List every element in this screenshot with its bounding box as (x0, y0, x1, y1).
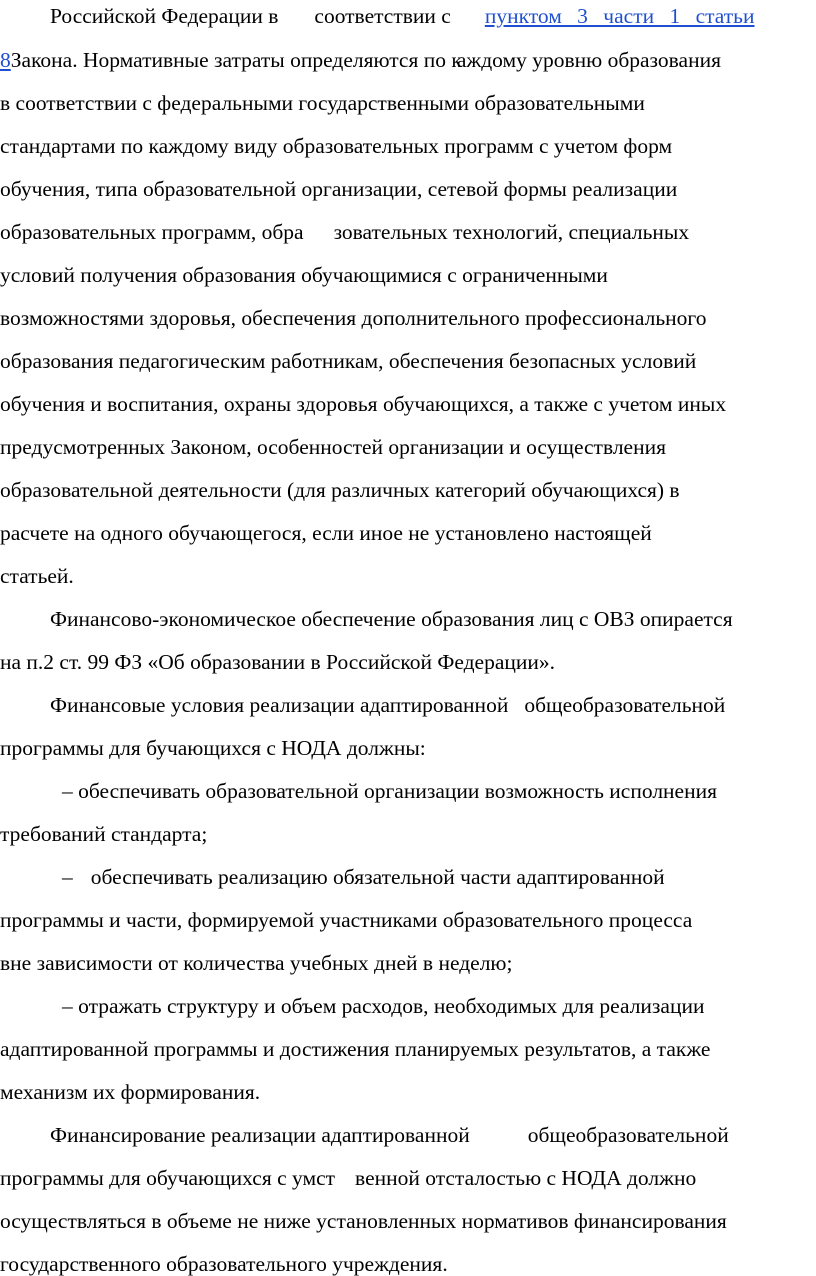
text-line: в соответствии с федеральными государственными образовательными (0, 91, 645, 115)
list-item-first-line: – обеспечивать образовательной организации возможность исполнения (62, 779, 718, 803)
text-fragment: общеобразовательной (527, 1123, 729, 1147)
text-line: механизм их формирования. (0, 1080, 261, 1104)
text-fragment: Финансовые условия реализации адаптированной (50, 693, 509, 717)
text-line: программы для бучающихся с НОДА должны: (0, 736, 426, 760)
text-fragment: венной отсталостью с НОДА должно (355, 1166, 697, 1190)
text-fragment: соответствии с (314, 4, 451, 28)
text-fragment: Закона. Нормативные затраты определяются по к (10, 48, 462, 72)
text-line: вне зависимости от количества учебных дней в неделю; (0, 951, 513, 975)
text-fragment: программы для обучающихся с умст (0, 1166, 336, 1190)
paragraph-first-line: Финансово-экономическое обеспечение образования лиц с ОВЗ опирается (50, 607, 733, 631)
list-item-first-line (62, 867, 665, 889)
text-line: государственного образовательного учреждения. (0, 1252, 448, 1276)
text-line: расчете на одного обучающегося, если иное не установлено настоящей (0, 521, 652, 545)
text-fragment: зовательных технологий, специальных (333, 220, 690, 244)
paragraph-first-line (50, 1125, 729, 1147)
paragraph-first-line (50, 695, 725, 717)
text-fragment: образовательных программ, обра (0, 220, 304, 244)
text-line: предусмотренных Законом, особенностей организации и осуществления (0, 435, 666, 459)
text-line (0, 394, 726, 416)
text-line (0, 222, 689, 244)
text-line: обучения, типа образовательной организации, сетевой формы реализации (0, 177, 678, 201)
text-line: на п.2 ст. 99 ФЗ «Об образовании в Российской Федерации». (0, 650, 556, 674)
law-reference-link[interactable]: пунктом 3 части 1 статьи (484, 4, 755, 28)
text-fragment: – (62, 865, 73, 889)
list-item-first-line: – отражать структуру и объем расходов, необходимых для реализации (62, 994, 705, 1018)
text-line: образования педагогическим работникам, обеспечения безопасных условий (0, 349, 697, 373)
text-fragment: , охраны здоровья обучающихся, а также с учетом иных (213, 392, 727, 416)
text-line: возможностями здоровья, обеспечения дополнительного профессионального (0, 306, 707, 330)
text-fragment: аждому уровню образования (456, 48, 721, 72)
text-line (0, 1168, 696, 1190)
text-line: адаптированной программы и достижения планируемых результатов, а также (0, 1037, 711, 1061)
text-fragment: обучения и воспитания (0, 392, 214, 416)
law-reference-link-number[interactable]: 8 (0, 48, 11, 72)
text-fragment: Российской Федерации в (50, 4, 279, 28)
text-line: осуществляться в объеме не ниже установленных нормативов финансирования (0, 1209, 727, 1233)
text-fragment: общеобразовательной (524, 693, 726, 717)
text-fragment: обеспечивать реализацию обязательной части адаптированной (90, 865, 665, 889)
text-line: программы и части, формируемой участниками образовательного процесса (0, 908, 693, 932)
text-line (50, 6, 755, 28)
text-line: образовательной деятельности (для различных категорий обучающихся) в (0, 478, 680, 502)
text-fragment: Финансирование реализации адаптированной (50, 1123, 470, 1147)
text-line: условий получения образования обучающимися с ограниченными (0, 263, 608, 287)
text-line: статьей. (0, 564, 74, 588)
text-line: требований стандарта; (0, 822, 208, 846)
text-line: стандартами по каждому виду образовательных программ с учетом форм (0, 134, 673, 158)
text-line (0, 50, 721, 72)
